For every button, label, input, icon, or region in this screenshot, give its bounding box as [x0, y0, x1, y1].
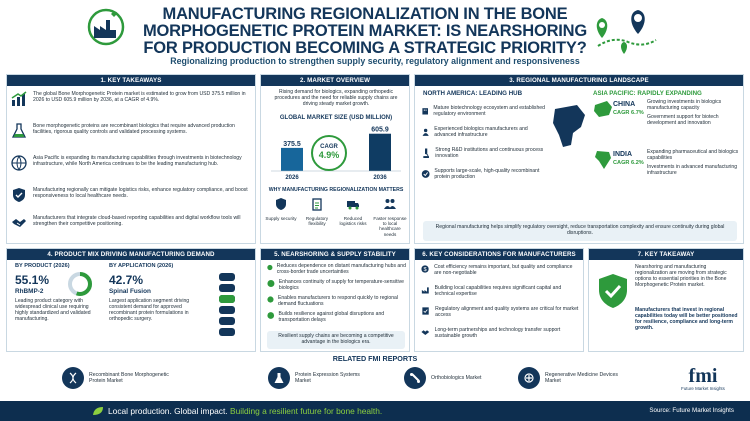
- regeneration-icon: [518, 367, 540, 389]
- related-report-link[interactable]: [62, 365, 173, 391]
- related-report-link[interactable]: [268, 365, 375, 391]
- na-list: [421, 100, 549, 184]
- svg-text:$: $: [423, 267, 427, 274]
- bone-icon: [404, 367, 426, 389]
- china-list: [647, 99, 741, 126]
- page-title: MANUFACTURING REGIONALIZATION IN THE BONE MORPHOGENETIC PROTEIN MARKET: IS NEARSHORING FOR PRODUCTION BECOMING A STRATEGIC PRIORITY?: [142, 5, 588, 57]
- nearshoring-text: Builds resilience against global disruptions and transportation delays: [278, 311, 385, 323]
- takeaway-item: [11, 155, 251, 171]
- category-label: 2036: [373, 175, 387, 181]
- nearshoring-list: [267, 263, 407, 327]
- dollar-icon: [421, 264, 429, 274]
- handshake-icon: [421, 327, 430, 337]
- shield-check-icon: [11, 187, 27, 203]
- consideration-item: [421, 327, 581, 348]
- nearshoring-text: Reduces dependence on distant manufacturing hubs and cross-border trade uncertainties: [276, 263, 406, 275]
- why-item: [265, 197, 297, 237]
- nearshoring-text: Enables manufacturers to respond quickly to regional demand fluctuations: [277, 295, 399, 307]
- china-cagr: CAGR 6.7%: [613, 110, 644, 116]
- category-label: 2026: [285, 175, 299, 181]
- check-icon: [267, 263, 273, 272]
- nearshoring-text: Enhances continuity of supply for temperature-sensitive biologics: [278, 279, 405, 291]
- factory-icon: [421, 285, 430, 295]
- related-report-title: Orthobiologics Market: [431, 374, 482, 381]
- page-subtitle: Regionalizing production to strengthen supply security, regulatory alignment and responsiveness: [170, 56, 580, 66]
- application-name: Spinal Fusion: [109, 288, 151, 295]
- takeaway-text-1: Nearshoring and manufacturing regionalization are moving from strategic options to essential priorities in the Bone Morphogenetic Protein market.: [635, 264, 727, 288]
- fmi-brand: fmi: [688, 365, 718, 387]
- takeaway-text: Asia Pacific is expanding its manufacturing capabilities through investments in biotechnology infrastructure, while North America continues to be the leading manufacturing hub.: [33, 155, 242, 168]
- ap-title: ASIA PACIFIC: RAPIDLY EXPANDING: [593, 90, 702, 97]
- related-report-title: Regenerative Medicine Devices Market: [545, 371, 618, 384]
- na-item: [421, 121, 549, 142]
- product-name: RhBMP-2: [15, 288, 44, 295]
- takeaway-item: [11, 91, 251, 107]
- footer: [0, 401, 750, 421]
- nearshoring-item: [267, 295, 407, 311]
- related-report-title: Protein Expression Systems Market: [295, 371, 360, 384]
- china-map-icon: [593, 99, 613, 119]
- consideration-text: Building local capabilities requires significant capital and technical expertise: [434, 285, 562, 297]
- why-label: Faster response to local healthcare needs: [373, 216, 407, 237]
- panel-heading: 5. NEARSHORING & SUPPLY STABILITY: [261, 249, 409, 260]
- product-mix-panel: [6, 248, 256, 352]
- landscape-note-text: Regional manufacturing helps simplify regulatory oversight, reduce transportation complexity and ensure continuity during global disruptions.: [435, 224, 725, 236]
- consideration-text: Cost efficiency remains important, but quality and compliance are non-negotiable: [434, 264, 573, 276]
- bar-2026: [281, 148, 303, 171]
- na-item: [421, 142, 549, 163]
- panel-heading: 2. MARKET OVERVIEW: [261, 75, 409, 86]
- india-map-icon: [593, 149, 613, 171]
- bar-2036: [369, 134, 391, 171]
- consideration-item: [421, 264, 581, 285]
- header: [0, 0, 750, 72]
- why-label: Supply security: [265, 216, 297, 221]
- related-reports: [6, 354, 744, 400]
- document-check-icon: [421, 306, 430, 316]
- cagr-value: 4.9%: [318, 150, 340, 160]
- panel-heading: 3. REGIONAL MANUFACTURING LANDSCAPE: [415, 75, 743, 86]
- nearshoring-note: [267, 331, 405, 349]
- considerations-panel: [414, 248, 584, 352]
- takeaway-text: Manufacturing regionally can mitigate logistics risks, enhance regulatory compliance, and boost responsiveness to local healthcare needs.: [33, 187, 248, 200]
- india-item: Investments in advanced manufacturing infrastructure: [647, 164, 738, 176]
- flask-icon: [11, 123, 27, 139]
- fmi-logo: [672, 366, 734, 398]
- na-item: [421, 100, 549, 121]
- regional-landscape-panel: [414, 74, 744, 244]
- product-label: BY PRODUCT (2026): [15, 263, 70, 269]
- consideration-text: Regulatory alignment and quality systems are critical for market access: [435, 306, 579, 318]
- india-list: [647, 149, 741, 176]
- takeaway-item: [11, 187, 251, 203]
- leaf-icon: [92, 406, 104, 416]
- location-pins-icon: [588, 8, 658, 58]
- takeaway-text: Manufacturers that integrate cloud-based reporting capabilities and digital workflow tools will strengthen their competitive positioning.: [33, 215, 241, 228]
- takeaway-text: Bone morphogenetic proteins are recombinant biologics that require advanced production facilities, rigorous quality controls and validated processing systems.: [33, 123, 235, 136]
- related-report-link[interactable]: [404, 365, 493, 391]
- why-title: WHY MANUFACTURING REGIONALIZATION MATTERS: [268, 187, 404, 193]
- consideration-item: [421, 306, 581, 327]
- why-item: [373, 197, 407, 237]
- na-item: [421, 163, 549, 184]
- clipboard-icon: [310, 197, 324, 211]
- na-item-text: Experienced biologics manufacturers and advanced infrastructure: [434, 125, 528, 138]
- check-icon: [267, 311, 275, 320]
- india-name: INDIA: [613, 151, 633, 158]
- considerations-list: [421, 264, 581, 348]
- cagr-badge: [311, 135, 347, 171]
- panel-heading: 4. PRODUCT MIX DRIVING MANUFACTURING DEMAND: [7, 249, 255, 260]
- nearshoring-item: [267, 279, 407, 295]
- dna-icon: [62, 367, 84, 389]
- nearshoring-item: [267, 263, 407, 279]
- shield-check-icon: [597, 273, 629, 309]
- people-icon: [383, 197, 397, 211]
- key-takeaways-panel: [6, 74, 256, 244]
- fmi-brand-sub: Future Market Insights: [681, 386, 725, 391]
- shield-icon: [274, 197, 288, 211]
- landscape-note: [423, 221, 737, 241]
- na-title: NORTH AMERICA: LEADING HUB: [423, 90, 523, 97]
- china-item: Growing investments in biologics manufacturing capacity: [647, 99, 722, 111]
- truck-icon: [346, 197, 360, 211]
- application-value: 42.7%: [109, 273, 144, 287]
- product-value: 55.1%: [15, 273, 50, 287]
- north-america-map-icon: [551, 103, 589, 173]
- india-item: Expanding pharmaceutical and biologics capabilities: [647, 149, 739, 161]
- china-item: Government support for biotech development and innovation: [647, 114, 719, 126]
- na-item-text: Supports large-scale, high-quality recombinant protein production: [434, 167, 540, 180]
- why-label: Regulatory flexibility: [305, 216, 329, 227]
- consideration-item: [421, 285, 581, 306]
- why-item: [301, 197, 333, 237]
- application-label: BY APPLICATION (2026): [109, 263, 174, 269]
- panel-heading: 1. KEY TAKEAWAYS: [7, 75, 255, 86]
- takeaway-text: The global Bone Morphogenetic Protein market is estimated to grow from USD 375.5 million in 2026 to USD 605.9 million by 2036, at a CAGR of 4.9%.: [33, 91, 246, 104]
- key-takeaway-panel: [588, 248, 744, 352]
- nearshoring-note-text: Resilient supply chains are becoming a competitive advantage in the biologics era.: [278, 333, 394, 345]
- handshake-icon: [11, 215, 27, 231]
- application-text: Largest application segment driving consistent demand for approved recombinant protein formulations in orthopedic surgery.: [109, 298, 190, 322]
- market-overview-panel: [260, 74, 410, 244]
- building-icon: [421, 105, 429, 117]
- footer-tagline-white: Local production. Global impact.: [108, 406, 228, 416]
- factory-gear-icon: [86, 8, 126, 46]
- why-row: [265, 197, 407, 237]
- nearshoring-item: [267, 311, 407, 327]
- overview-intro: Rising demand for biologics, expanding orthopedic procedures and the need for reliable supply chains are driving steady market growth.: [274, 89, 398, 107]
- check-circle-icon: [421, 168, 430, 180]
- related-report-title: Recombinant Bone Morphogenetic Protein Market: [89, 371, 169, 384]
- check-icon: [267, 295, 274, 304]
- na-item-text: Mature biotechnology ecosystem and established regulatory environment: [433, 104, 545, 117]
- related-report-link[interactable]: [518, 365, 627, 391]
- consideration-text: Long-term partnerships and technology transfer support sustainable growth: [434, 327, 561, 339]
- india-cagr: CAGR 6.2%: [613, 160, 644, 166]
- takeaway-item: [11, 215, 251, 231]
- takeaway-item: [11, 123, 251, 139]
- people-icon: [421, 126, 430, 138]
- globe-icon: [11, 155, 27, 171]
- panel-heading: 7. KEY TAKEAWAY: [589, 249, 743, 260]
- bar-value-label: 375.5: [283, 140, 301, 148]
- product-share-donut: [67, 271, 93, 297]
- why-label: Reduced logistics risks: [339, 216, 367, 227]
- check-icon: [267, 279, 275, 288]
- chart-title: GLOBAL MARKET SIZE (USD MILLION): [279, 115, 393, 121]
- footer-tagline: [108, 406, 382, 416]
- footer-source: Source: Future Market Insights: [649, 407, 734, 414]
- microscope-icon: [421, 147, 431, 159]
- panel-heading: 6. KEY CONSIDERATIONS FOR MANUFACTURERS: [415, 249, 583, 260]
- na-item-text: Strong R&D institutions and continuous process innovation: [435, 146, 544, 159]
- why-item: [337, 197, 369, 237]
- related-title: RELATED FMI REPORTS: [332, 354, 418, 363]
- footer-tagline-green: Building a resilient future for bone health.: [229, 406, 383, 416]
- takeaway-text-2: Manufacturers that invest in regional capabilities today will be better positioned for resilience, compliance and long-term growth.: [635, 307, 738, 331]
- cagr-label: CAGR: [320, 144, 338, 150]
- growth-chart-icon: [11, 91, 27, 107]
- spine-icon: [203, 269, 251, 343]
- nearshoring-panel: [260, 248, 410, 352]
- product-text: Leading product category with widespread clinical use requiring highly standardized and validated manufacturing.: [15, 298, 91, 322]
- china-name: CHINA: [613, 101, 636, 108]
- bar-value-label: 605.9: [371, 126, 389, 134]
- flask-icon: [268, 367, 290, 389]
